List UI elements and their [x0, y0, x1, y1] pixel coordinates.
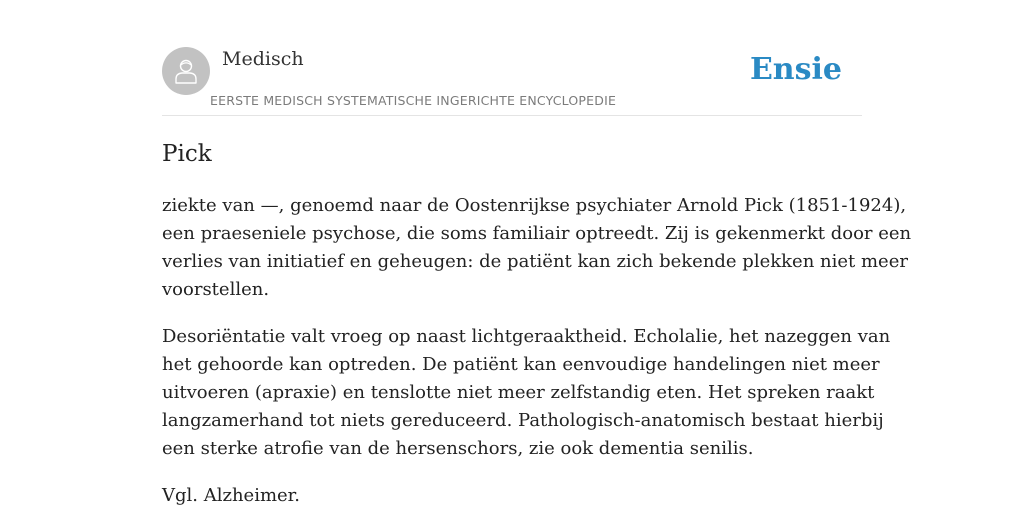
- paragraph-line: Desoriëntatie valt vroeg op naast lichtgeraaktheid. Echolalie, het nazeggen van: [162, 326, 891, 347]
- paragraph-1: [162, 192, 912, 304]
- paragraph-line: uitvoeren (apraxie) en tenslotte niet meer zelfstandig eten. Het spreken raakt: [162, 382, 875, 403]
- user-icon: [171, 56, 201, 86]
- article-body: [162, 192, 912, 510]
- cross-reference: [162, 482, 866, 510]
- paragraph-line: een praeseniele psychose, die soms familiair optreedt. Zij is gekenmerkt door een: [162, 223, 912, 244]
- paragraph-2: [162, 323, 891, 463]
- paragraph-line: het gehoorde kan optreden. De patiënt kan eenvoudige handelingen niet meer: [162, 354, 880, 375]
- reference-link[interactable]: Vgl. Alzheimer.: [162, 485, 301, 506]
- paragraph-line: langzamerhand tot niets gereduceerd. Pathologisch-anatomisch bestaat hierbij: [162, 410, 884, 431]
- source-name[interactable]: Medisch: [222, 48, 304, 70]
- avatar[interactable]: [162, 47, 210, 95]
- source-subtitle: EERSTE MEDISCH SYSTEMATISCHE INGERICHTE ENCYCLOPEDIE: [210, 93, 617, 108]
- article-title: Pick: [162, 141, 212, 167]
- header-divider: [162, 115, 862, 116]
- paragraph-line: een sterke atrofie van de hersenschors, zie ook dementia senilis.: [162, 438, 754, 459]
- paragraph-line: voorstellen.: [162, 279, 270, 300]
- header: [162, 47, 862, 115]
- paragraph-line: verlies van initiatief en geheugen: de patiënt kan zich bekende plekken niet meer: [162, 251, 908, 272]
- brand-logo-link[interactable]: Ensie: [749, 52, 842, 87]
- paragraph-line: ziekte van —, genoemd naar de Oostenrijkse psychiater Arnold Pick (1851-1924),: [162, 195, 907, 216]
